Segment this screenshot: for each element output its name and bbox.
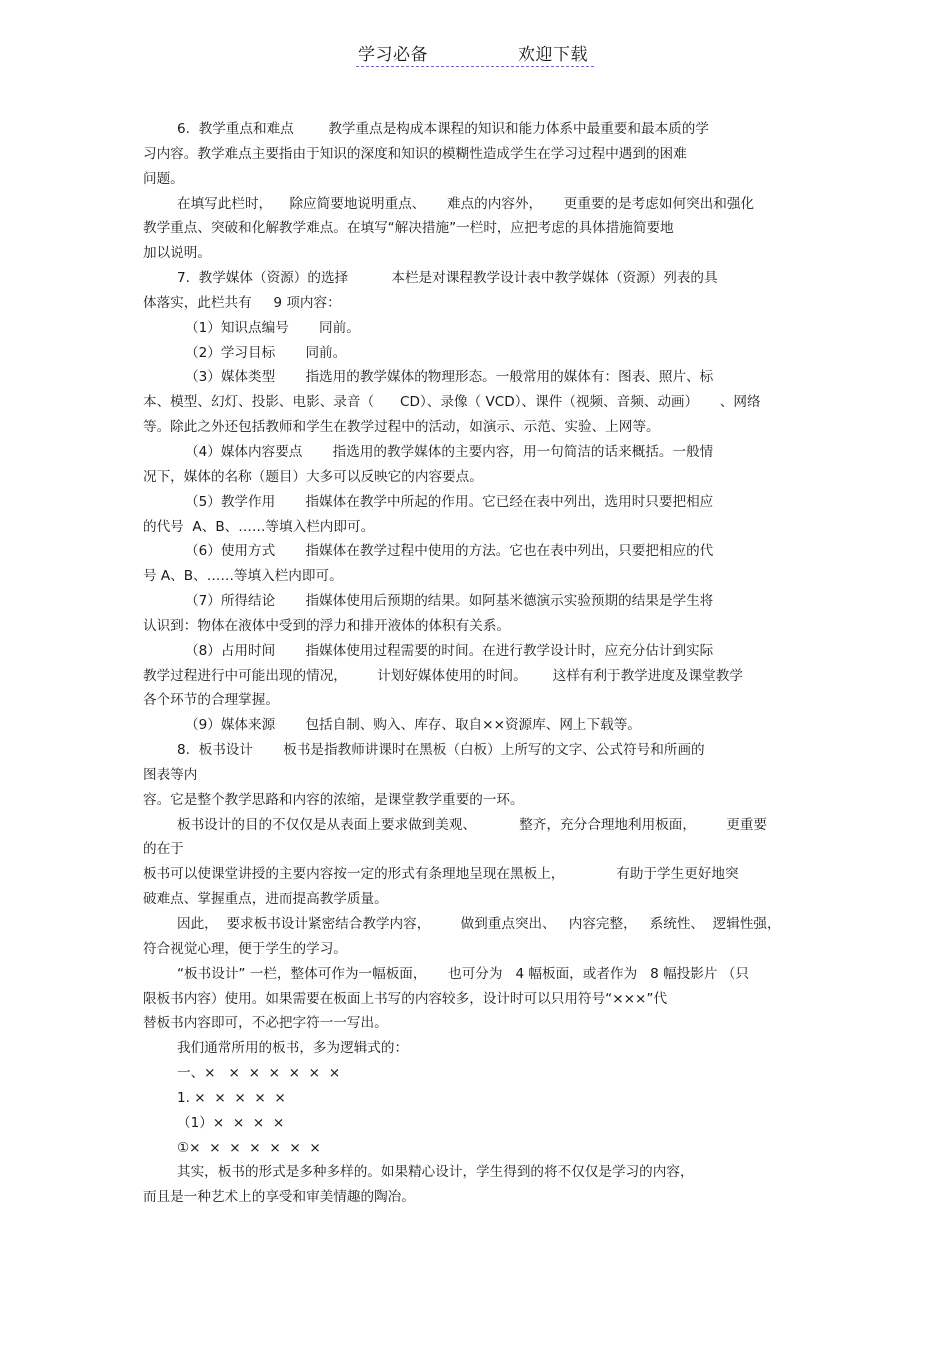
text-line: 我们通常所用的板书，多为逻辑式的：: [177, 1040, 409, 1057]
text-line: 一、× × × × × × ×: [177, 1065, 341, 1082]
text-line: （6）使用方式 指媒体在教学过程中使用的方法。它也在表中列出，只要把相应的代: [185, 543, 714, 560]
text-line: （7）所得结论 指媒体使用后预期的结果。如阿基米德演示实验预期的结果是学生将: [185, 593, 714, 610]
text-line: 在填写此栏时， 除应简要地说明重点、 难点的内容外， 更重要的是考虑如何突出和强化: [177, 195, 755, 212]
text-line: 符合视觉心理，便于学生的学习。: [143, 940, 347, 957]
document-body: [143, 117, 808, 1210]
text-line: （4）媒体内容要点 指选用的教学媒体的主要内容，用一句简洁的话来概括。一般情: [185, 443, 714, 460]
text-line: 7. 教学媒体（资源）的选择 本栏是对课程教学设计表中教学媒体（资源）列表的具: [177, 270, 718, 287]
text-line: 而且是一种艺术上的享受和审美情趣的陶冶。: [143, 1189, 415, 1206]
text-line: 替板书内容即可，不必把字符一一写出。: [143, 1015, 388, 1032]
text-line: （9）媒体来源 包括自制、购入、库存、取自××资源库、网上下载等。: [185, 717, 641, 734]
text-line: 问题。: [143, 170, 184, 187]
text-line: ①× × × × × × ×: [177, 1139, 321, 1156]
text-line: 容。它是整个教学思路和内容的浓缩，是课堂教学重要的一环。: [143, 791, 524, 808]
header-left-text: 学习必备: [358, 45, 428, 65]
text-line: 教学重点、突破和化解教学难点。在填写“解决措施”一栏时，应把考虑的具体措施简要地: [143, 220, 674, 237]
text-line: 的代号 A、B、……等填入栏内即可。: [143, 518, 375, 535]
text-line: 8. 板书设计 板书是指教师讲课时在黑板（白板）上所写的文字、公式符号和所画的: [177, 742, 705, 759]
text-line: 加以说明。: [143, 245, 211, 262]
header-right-text: 欢迎下载: [518, 45, 588, 65]
text-line: 其实，板书的形式是多种多样的。如果精心设计，学生得到的将不仅仅是学习的内容，: [177, 1164, 694, 1181]
text-line: 号 A、B、……等填入栏内即可。: [143, 568, 343, 585]
text-line: 图表等内: [143, 766, 198, 783]
text-line: （5）教学作用 指媒体在教学中所起的作用。它已经在表中列出，选用时只要把相应: [185, 493, 714, 510]
text-line: 的在于: [143, 841, 184, 858]
text-line: 6. 教学重点和难点 教学重点是构成本课程的知识和能力体系中最重要和最本质的学: [177, 121, 709, 137]
text-line: “板书设计” 一栏，整体可作为一幅板面， 也可分为 4 幅板面，或者作为 8 幅投影片 （只: [177, 965, 749, 982]
text-line: 板书可以使课堂讲授的主要内容按一定的形式有条理地呈现在黑板上， 有助于学生更好地突: [143, 866, 739, 883]
text-line: （3）媒体类型 指选用的教学媒体的物理形态。一般常用的媒体有：图表、照片、标: [185, 369, 714, 386]
text-line: 1. × × × × ×: [177, 1089, 286, 1106]
page-header: [356, 40, 594, 67]
text-line: 教学过程进行中可能出现的情况， 计划好媒体使用的时间。 这样有利于教学进度及课堂教学: [143, 667, 743, 684]
text-line: 本、模型、幻灯、投影、电影、录音（ CD）、录像（ VCD）、课件（视频、音频、动画） 、网络: [143, 394, 761, 411]
text-line: 因此， 要求板书设计紧密结合教学内容， 做到重点突出、 内容完整， 系统性、 逻辑性强，: [177, 916, 781, 932]
text-line: 破难点、掌握重点，进而提高教学质量。: [143, 891, 388, 908]
text-line: 体落实，此栏共有 9 项内容：: [143, 294, 341, 311]
text-line: 各个环节的合理掌握。: [143, 692, 279, 709]
text-line: 限板书内容）使用。如果需要在板面上书写的内容较多，设计时可以只用符号“×××”代: [143, 990, 668, 1007]
text-line: 板书设计的目的不仅仅是从表面上要求做到美观、 整齐，充分合理地利用板面， 更重要: [177, 816, 768, 833]
text-line: 习内容。教学难点主要指由于知识的深度和知识的模糊性造成学生在学习过程中遇到的困难: [143, 145, 687, 162]
text-line: （8）占用时间 指媒体使用过程需要的时间。在进行教学设计时，应充分估计到实际: [185, 642, 714, 659]
text-line: 况下，媒体的名称（题目）大多可以反映它的内容要点。: [143, 468, 483, 485]
text-line: （1）× × × ×: [177, 1114, 285, 1131]
text-line: （2）学习目标 同前。: [185, 344, 347, 361]
text-line: （1）知识点编号 同前。: [185, 319, 360, 336]
text-line: 认识到：物体在液体中受到的浮力和排开液体的体积有关系。: [143, 617, 511, 634]
text-line: 等。除此之外还包括教师和学生在教学过程中的活动，如演示、示范、实验、上网等。: [143, 419, 660, 436]
